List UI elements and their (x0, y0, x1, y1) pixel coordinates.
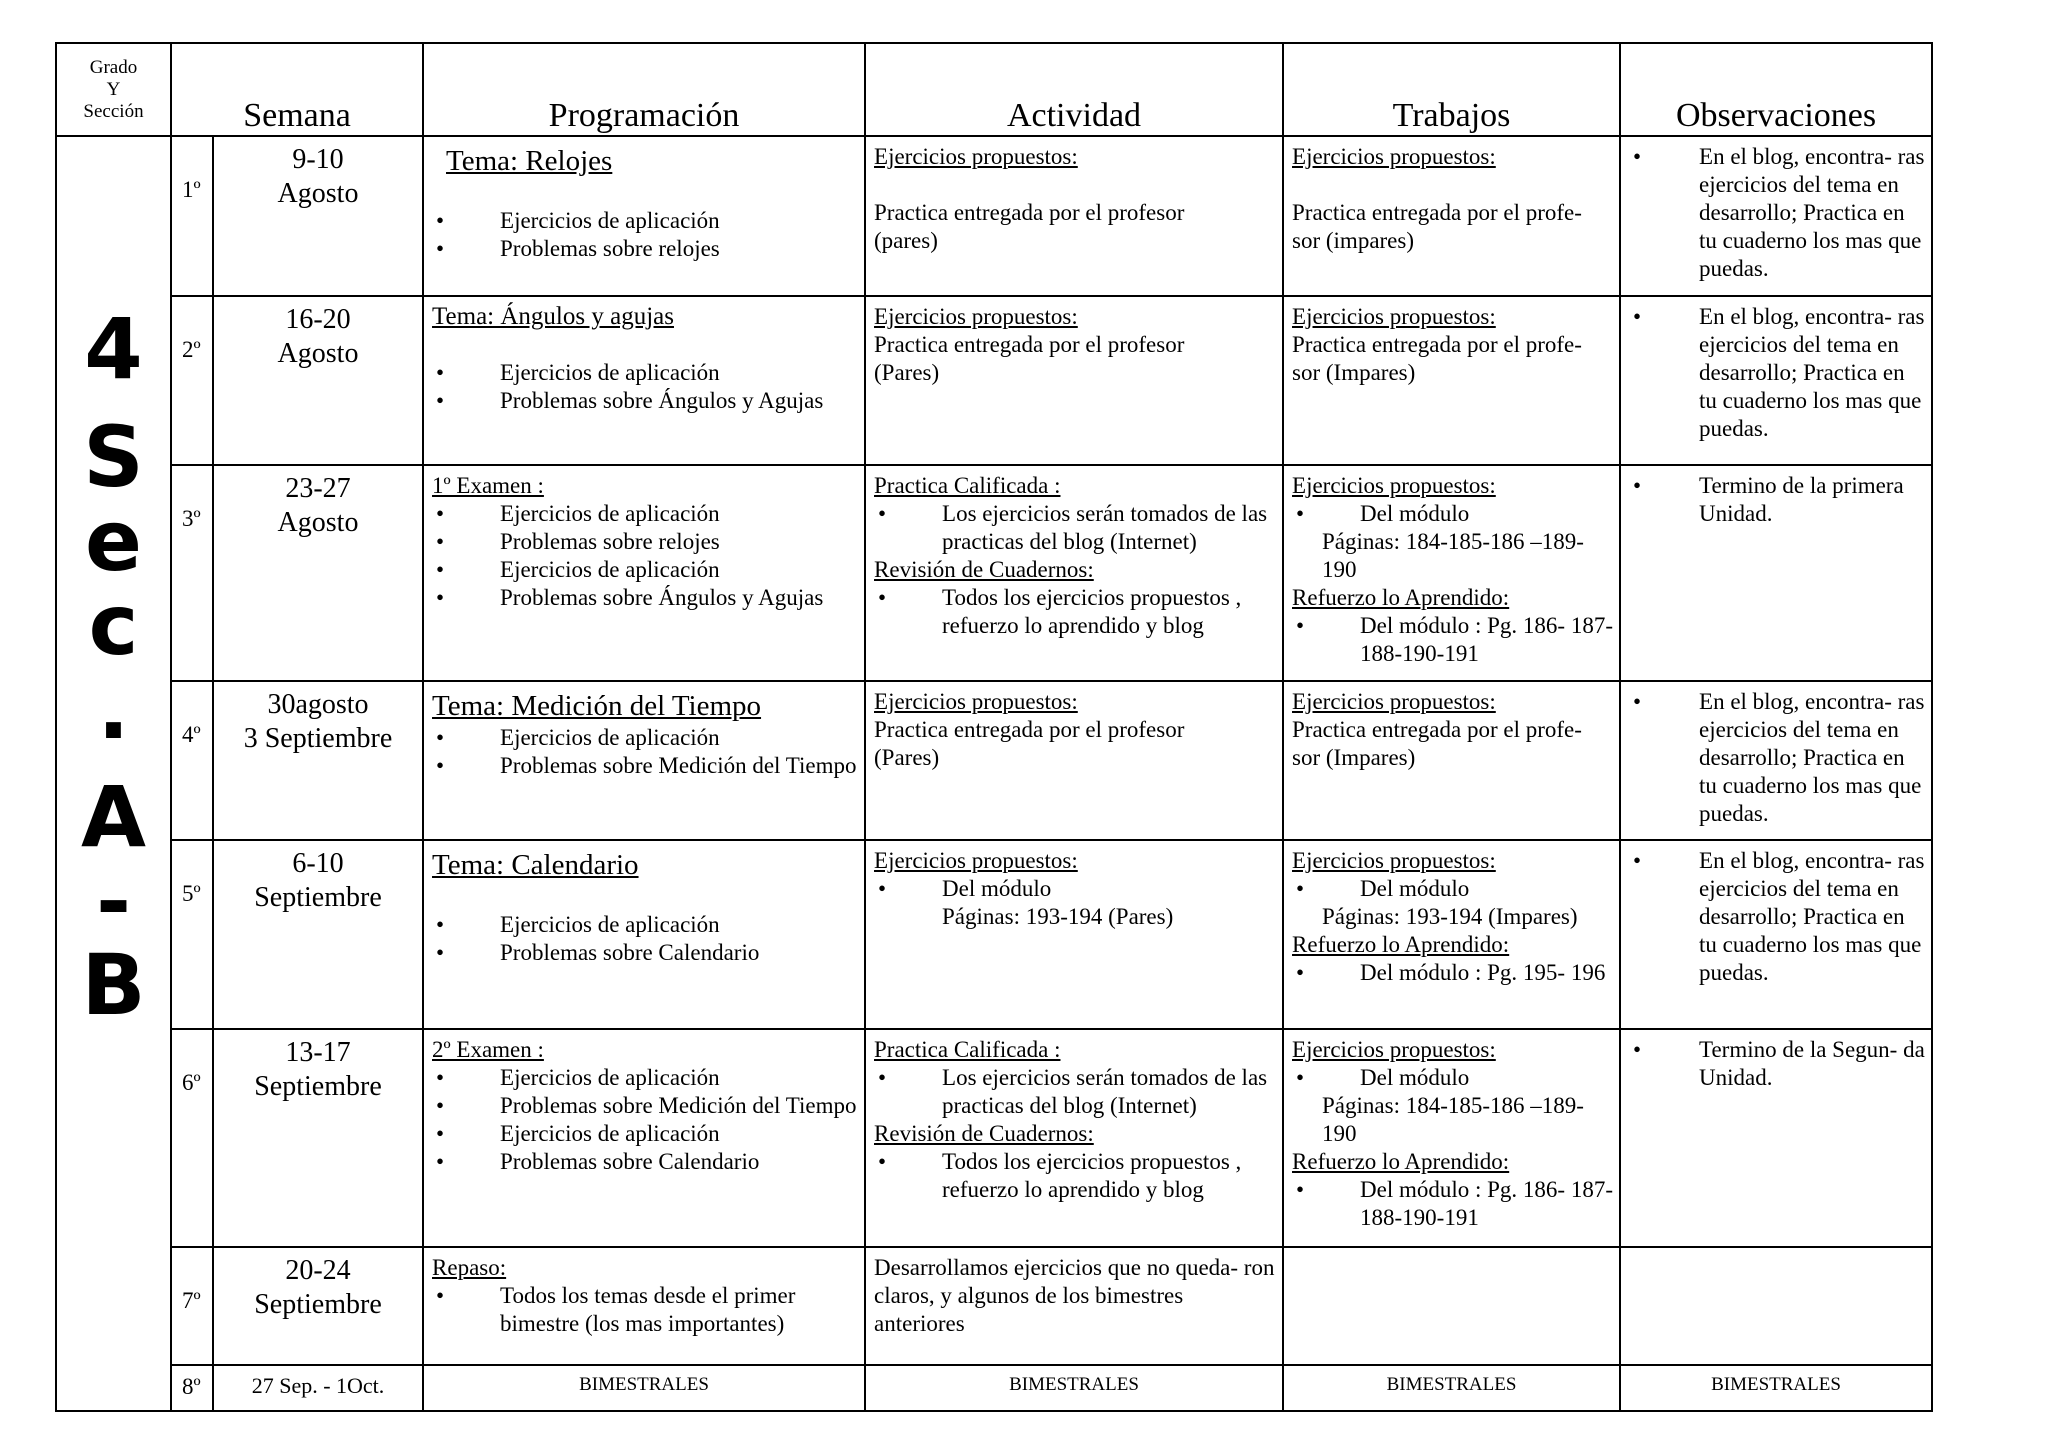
bimestrales-label: BIMESTRALES (865, 1365, 1283, 1411)
week-dates: 20-24 Septiembre (213, 1247, 423, 1365)
observaciones-cell (1620, 136, 1932, 296)
section-label: 4 S e c . A - B (56, 136, 171, 1411)
list-item: • Problemas sobre Ángulos y Agujas (432, 584, 858, 612)
schedule-table (55, 42, 1933, 1412)
observaciones-cell (1620, 1029, 1932, 1246)
trabajos-cell: Ejercicios propuestos: • Del módulo Páginas: 184-185-186 –189- 190 Refuerzo lo Aprendido: • Del módulo : Pg. 186- 187-188-190-191 (1283, 465, 1620, 681)
table-row (56, 1365, 1932, 1411)
tema-title: Tema: Ángulos y agujas (432, 303, 674, 331)
trabajos-cell: Ejercicios propuestos: • Del módulo Páginas: 193-194 (Impares) Refuerzo lo Aprendido: • Del módulo : Pg. 195- 196 (1283, 840, 1620, 1029)
table-row (56, 681, 1932, 840)
observaciones-cell (1620, 296, 1932, 464)
list-item: • Ejercicios de aplicación (432, 1064, 858, 1092)
list-item: • Del módulo (874, 875, 1276, 903)
observaciones-cell (1620, 681, 1932, 840)
table-row (56, 840, 1932, 1029)
week-dates: 9-10 Agosto (213, 136, 423, 296)
list-item: • Del módulo : Pg. 186- 187-188-190-191 (1292, 1176, 1613, 1232)
list-item: • Ejercicios de aplicación (432, 911, 858, 939)
week-dates: 23-27 Agosto (213, 465, 423, 681)
list-item: • En el blog, encontra- ras ejercicios del tema en desarrollo; Practica en tu cuaderno los mas que puedas. (1629, 847, 1925, 987)
exam-title: 1º Examen : (432, 472, 544, 498)
week-dates: 27 Sep. - 1Oct. (213, 1365, 423, 1411)
week-number: 1º (171, 136, 213, 296)
week-number: 6º (171, 1029, 213, 1246)
repaso-title: Repaso: (432, 1254, 507, 1280)
trabajos-cell: Ejercicios propuestos: Practica entregada por el profe- sor (Impares) (1283, 296, 1620, 464)
week-number: 8º (171, 1365, 213, 1411)
observaciones-cell (1620, 1247, 1932, 1365)
list-item: • Problemas sobre Medición del Tiempo (432, 752, 858, 780)
week-dates: 6-10 Septiembre (213, 840, 423, 1029)
table-row (56, 296, 1932, 464)
observaciones-cell (1620, 840, 1932, 1029)
programacion-cell (423, 681, 865, 840)
list-item: • Todos los ejercicios propuestos , refuerzo lo aprendido y blog (874, 1148, 1276, 1204)
list-item: • Problemas sobre Medición del Tiempo (432, 1092, 858, 1120)
list-item: • Problemas sobre Calendario (432, 1148, 858, 1176)
week-number: 2º (171, 296, 213, 464)
list-item: • Del módulo (1292, 500, 1613, 528)
bimestrales-label: BIMESTRALES (1620, 1365, 1932, 1411)
list-item: • Ejercicios de aplicación (432, 724, 858, 752)
actividad-cell: Ejercicios propuestos: Practica entregada por el profesor (pares) (865, 136, 1283, 296)
list-item: • Problemas sobre Ángulos y Agujas (432, 387, 858, 415)
list-item: • Todos los temas desde el primer bimestre (los mas importantes) (432, 1282, 858, 1338)
list-item: • Ejercicios de aplicación (432, 556, 858, 584)
header-observaciones: Observaciones (1620, 43, 1932, 136)
actividad-cell: Ejercicios propuestos: • Del módulo Páginas: 193-194 (Pares) (865, 840, 1283, 1029)
list-item: • Todos los ejercicios propuestos , refuerzo lo aprendido y blog (874, 584, 1276, 640)
programacion-cell (423, 296, 865, 464)
list-item: • Ejercicios de aplicación (432, 359, 858, 387)
observaciones-cell (1620, 465, 1932, 681)
actividad-cell: Practica Calificada : • Los ejercicios serán tomados de las practicas del blog (Internet) Revisión de Cuadernos: • Todos los ejercicios propuestos , refuerzo lo aprendido y blog (865, 1029, 1283, 1246)
week-dates: 16-20 Agosto (213, 296, 423, 464)
programacion-cell (423, 1247, 865, 1365)
actividad-cell: Ejercicios propuestos: Practica entregada por el profesor (Pares) (865, 681, 1283, 840)
table-row (56, 1029, 1932, 1246)
list-item: • Termino de la primera Unidad. (1629, 472, 1925, 528)
list-item: • En el blog, encontra- ras ejercicios del tema en desarrollo; Practica en tu cuaderno los mas que puedas. (1629, 303, 1925, 443)
trabajos-cell: Ejercicios propuestos: • Del módulo Páginas: 184-185-186 –189- 190 Refuerzo lo Aprendido: • Del módulo : Pg. 186- 187-188-190-191 (1283, 1029, 1620, 1246)
programacion-cell (423, 1029, 865, 1246)
programacion-cell (423, 136, 865, 296)
week-number: 3º (171, 465, 213, 681)
trabajos-cell: Ejercicios propuestos: Practica entregada por el profe- sor (impares) (1283, 136, 1620, 296)
list-item: • Del módulo : Pg. 186- 187-188-190-191 (1292, 612, 1613, 668)
list-item: • Ejercicios de aplicación (432, 207, 858, 235)
programacion-cell (423, 465, 865, 681)
trabajos-cell: Ejercicios propuestos: Practica entregada por el profe- sor (Impares) (1283, 681, 1620, 840)
header-programacion: Programación (423, 43, 865, 136)
list-item: • Ejercicios de aplicación (432, 500, 858, 528)
tema-title: Tema: Relojes (446, 145, 613, 178)
exam-title: 2º Examen : (432, 1037, 544, 1063)
tema-title: Tema: Calendario (432, 849, 639, 882)
bimestrales-label: BIMESTRALES (423, 1365, 865, 1411)
programacion-cell (423, 840, 865, 1029)
list-item: • Del módulo : Pg. 195- 196 (1292, 959, 1613, 987)
header-row (56, 43, 1932, 136)
header-actividad: Actividad (865, 43, 1283, 136)
list-item: • En el blog, encontra- ras ejercicios del tema en desarrollo; Practica en tu cuaderno los mas que puedas. (1629, 688, 1925, 828)
week-number: 5º (171, 840, 213, 1029)
actividad-cell: Desarrollamos ejercicios que no queda- ron claros, y algunos de los bimestres anteriores (865, 1247, 1283, 1365)
header-semana: Semana (171, 43, 423, 136)
list-item: • Del módulo (1292, 1064, 1613, 1092)
list-item: • Problemas sobre relojes (432, 235, 858, 263)
list-item: • Los ejercicios serán tomados de las practicas del blog (Internet) (874, 500, 1276, 556)
week-number: 7º (171, 1247, 213, 1365)
trabajos-cell (1283, 1247, 1620, 1365)
header-trabajos: Trabajos (1283, 43, 1620, 136)
table-row (56, 136, 1932, 296)
header-grado: Grado Y Sección (56, 43, 171, 136)
list-item: • Termino de la Segun- da Unidad. (1629, 1036, 1925, 1092)
list-item: • Ejercicios de aplicación (432, 1120, 858, 1148)
actividad-cell: Practica Calificada : • Los ejercicios serán tomados de las practicas del blog (Internet) Revisión de Cuadernos: • Todos los ejercicios propuestos , refuerzo lo aprendido y blog (865, 465, 1283, 681)
week-dates: 30agosto 3 Septiembre (213, 681, 423, 840)
tema-title: Tema: Medición del Tiempo (432, 689, 762, 722)
table-row (56, 1247, 1932, 1365)
bimestrales-label: BIMESTRALES (1283, 1365, 1620, 1411)
list-item: • Del módulo (1292, 875, 1613, 903)
week-number: 4º (171, 681, 213, 840)
list-item: • En el blog, encontra- ras ejercicios del tema en desarrollo; Practica en tu cuaderno los mas que puedas. (1629, 143, 1925, 283)
list-item: • Los ejercicios serán tomados de las practicas del blog (Internet) (874, 1064, 1276, 1120)
table-row (56, 465, 1932, 681)
list-item: • Problemas sobre relojes (432, 528, 858, 556)
actividad-cell: Ejercicios propuestos: Practica entregada por el profesor (Pares) (865, 296, 1283, 464)
list-item: • Problemas sobre Calendario (432, 939, 858, 967)
week-dates: 13-17 Septiembre (213, 1029, 423, 1246)
